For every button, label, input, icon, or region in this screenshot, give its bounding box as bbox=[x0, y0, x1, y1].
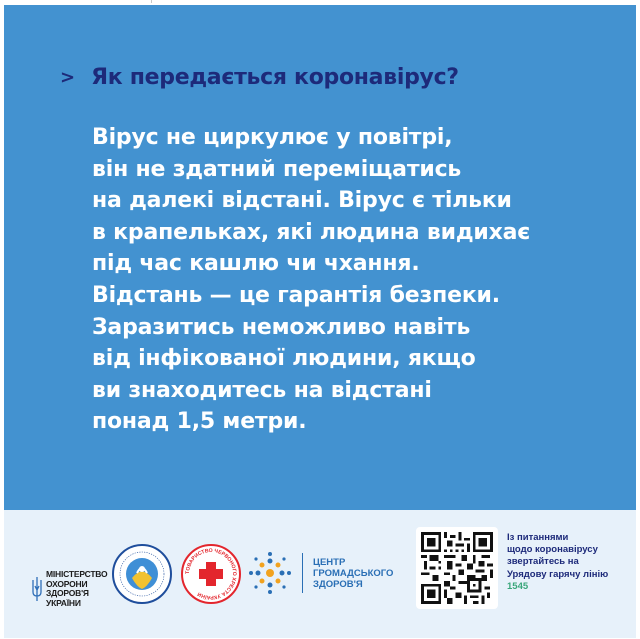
body-line: Вірус не циркулює у повітрі, bbox=[92, 125, 453, 150]
body-line: на далекі відстані. Вірус є тільки bbox=[92, 188, 512, 214]
public-health-center-name: ЦЕНТР ГРОМАДСЬКОГО ЗДОРОВ'Я bbox=[313, 556, 394, 590]
body-line: під час кашлю чи чхання. bbox=[92, 251, 420, 277]
ministry-name: МІНІСТЕРСТВО ОХОРОНИ ЗДОРОВ'Я УКРАЇНИ bbox=[46, 569, 108, 608]
dots-emblem-icon bbox=[248, 551, 292, 595]
info-panel bbox=[4, 5, 636, 510]
trident-icon bbox=[32, 576, 42, 602]
hotline-number[interactable]: 1545 bbox=[507, 580, 529, 592]
ministry-of-health-logo bbox=[32, 570, 107, 608]
red-cross-logo bbox=[180, 543, 242, 605]
body-line: він не здатний переміщатись bbox=[92, 156, 462, 182]
body-text bbox=[92, 122, 612, 438]
public-health-center-logo bbox=[248, 551, 393, 595]
body-line: Заразитись неможливо навіть bbox=[92, 314, 471, 340]
body-line: понад 1,5 метри. bbox=[92, 409, 307, 435]
red-cross-ring-text: ТОВАРИСТВО ЧЕРВОНОГО ХРЕСТА УКРАЇНИ bbox=[184, 547, 238, 601]
logo-divider bbox=[302, 553, 303, 593]
qr-code[interactable] bbox=[421, 532, 493, 604]
qr-code-card bbox=[416, 527, 498, 609]
heading-title: Як передається коронавірус? bbox=[91, 65, 459, 90]
top-tick-mark bbox=[151, 0, 152, 3]
body-line: ви знаходитесь на відстані bbox=[92, 377, 432, 403]
partners-footer bbox=[4, 510, 636, 638]
section-heading bbox=[60, 65, 459, 90]
body-line: від інфікованої людини, якщо bbox=[92, 346, 476, 372]
hotline-info: Із питаннями щодо коронавірусу звертайтесь на Урядову гарячу лінію 1545 bbox=[507, 532, 609, 592]
body-line: Відстань — це гарантія безпеки. bbox=[92, 282, 500, 308]
body-line: в крапельках, які людина видихає bbox=[92, 219, 531, 245]
nurse-association-logo bbox=[111, 543, 173, 605]
chevron-right-icon: > bbox=[60, 67, 76, 88]
